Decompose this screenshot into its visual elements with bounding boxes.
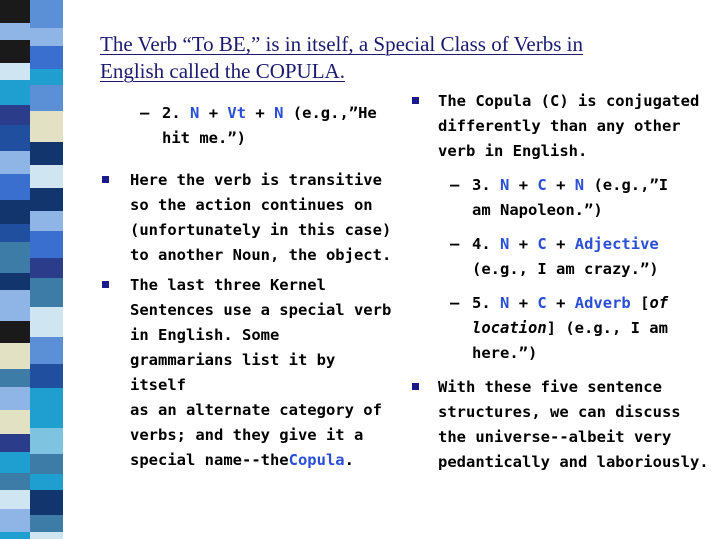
stripe-block — [0, 0, 30, 23]
bullet-line: pedantically and laboriously. — [438, 453, 709, 471]
bullet-line: special name--the — [130, 451, 289, 469]
stripe-block — [0, 532, 30, 539]
stripe-block — [30, 454, 63, 474]
stripe-block — [30, 69, 63, 85]
bullet-line: (unfortunately in this case) — [130, 221, 392, 239]
stripe-block — [0, 151, 30, 174]
plus-sign: + — [518, 235, 529, 253]
punctuation: . — [344, 451, 354, 469]
stripe-block — [0, 242, 30, 273]
bullet-kernel — [100, 273, 400, 473]
stripe-block — [30, 258, 63, 278]
item-number: 2. — [162, 104, 181, 122]
bullet-line: Here the verb is transitive — [130, 171, 382, 189]
bullet-transitive — [100, 168, 400, 268]
bullet-line: differently than any other — [438, 117, 681, 135]
symbol-n: N — [574, 176, 585, 194]
symbol-n: N — [500, 294, 510, 312]
plus-sign: + — [556, 294, 566, 312]
stripe-block — [0, 434, 30, 452]
item-number: 4. — [472, 235, 491, 253]
stripe-block — [30, 85, 63, 111]
dash-marker: – — [450, 235, 460, 253]
sub-item-4 — [410, 232, 715, 282]
symbol-n: N — [190, 104, 200, 122]
stripe-block — [0, 473, 30, 490]
slide-title — [100, 31, 700, 85]
symbol-vt: Vt — [227, 104, 247, 122]
plus-sign: + — [518, 294, 529, 312]
dash-marker: – — [450, 176, 460, 194]
stripe-block — [0, 23, 30, 40]
bullet-line: as an alternate category of — [130, 401, 382, 419]
stripe-block — [0, 273, 30, 290]
decorative-stripe — [0, 0, 63, 539]
symbol-c: C — [537, 235, 547, 253]
stripe-block — [30, 278, 63, 307]
symbol-adverb: Adverb — [574, 294, 631, 312]
stripe-block — [0, 40, 30, 63]
example-text: (e.g., I am crazy.”) — [472, 260, 659, 278]
bullet-line: The Copula (C) is conjugated — [438, 92, 700, 110]
stripe-block — [0, 321, 30, 343]
stripe-block — [30, 515, 63, 532]
stripe-block — [30, 28, 63, 46]
plus-sign: + — [255, 104, 265, 122]
bracket: [ — [640, 294, 650, 312]
symbol-n: N — [274, 104, 284, 122]
stripe-block — [0, 410, 30, 434]
stripe-block — [0, 125, 30, 151]
copula-term: Copula — [288, 451, 345, 469]
stripe-block — [30, 46, 63, 69]
stripe-block — [0, 80, 30, 105]
stripe-block — [30, 428, 63, 454]
stripe-block — [30, 0, 63, 28]
bullet-icon — [412, 383, 419, 390]
stripe-block — [0, 63, 30, 80]
plus-sign: + — [518, 176, 529, 194]
sub-item-3 — [410, 173, 715, 223]
example-text: here.”) — [472, 344, 538, 362]
bullet-line: the universe--albeit very — [438, 428, 672, 446]
symbol-n: N — [500, 235, 510, 253]
stripe-block — [30, 188, 63, 211]
bullet-line: verbs; and they give it a — [130, 426, 364, 444]
stripe-block — [0, 509, 30, 532]
stripe-block — [30, 337, 63, 364]
bullet-icon — [102, 281, 109, 288]
item-number: 5. — [472, 294, 491, 312]
symbol-c: C — [537, 294, 547, 312]
location-word: location — [472, 319, 547, 337]
stripe-block — [0, 369, 30, 387]
stripe-block — [0, 343, 30, 369]
bullet-line: The last three Kernel — [130, 276, 326, 294]
bullet-line: structures, we can discuss — [438, 403, 681, 421]
stripe-block — [0, 224, 30, 242]
stripe-block — [30, 490, 63, 515]
title-line-2: English called the COPULA. — [100, 59, 345, 83]
stripe-block — [30, 409, 63, 428]
example-text: am Napoleon.”) — [472, 201, 603, 219]
sub-item-2 — [100, 101, 400, 151]
stripe-block — [0, 452, 30, 473]
symbol-adjective: Adjective — [574, 235, 659, 253]
plus-sign: + — [556, 176, 566, 194]
bullet-line: so the action continues on — [130, 196, 373, 214]
bullet-line: grammarians list it by itself — [130, 351, 336, 394]
dash-marker: – — [450, 294, 460, 312]
bullet-five-structures — [410, 375, 715, 475]
stripe-block — [30, 231, 63, 258]
plus-sign: + — [556, 235, 566, 253]
example-text: (e.g.,”He — [292, 104, 377, 122]
bullet-line: With these five sentence — [438, 378, 662, 396]
bullet-copula-conjugated — [410, 89, 715, 164]
right-column — [410, 89, 715, 475]
stripe-block — [30, 142, 63, 165]
title-line-1: The Verb “To BE,” is in itself, a Special Class of Verbs in — [100, 32, 583, 56]
bullet-line: verb in English. — [438, 142, 588, 160]
example-text: ] (e.g., I am — [546, 319, 668, 337]
symbol-c: C — [537, 176, 547, 194]
bullet-line: to another Noun, the object. — [130, 246, 392, 264]
stripe-block — [0, 200, 30, 224]
stripe-block — [30, 211, 63, 231]
stripe-block — [30, 165, 63, 188]
plus-sign: + — [208, 104, 219, 122]
stripe-block — [0, 174, 30, 200]
item-number: 3. — [472, 176, 491, 194]
stripe-block — [30, 388, 63, 409]
stripe-block — [0, 290, 30, 321]
stripe-block — [30, 532, 63, 539]
example-text: hit me.”) — [162, 129, 246, 147]
stripe-block — [30, 307, 63, 337]
stripe-block — [30, 474, 63, 490]
dash-marker: – — [140, 104, 150, 122]
of-word: of — [649, 294, 669, 312]
example-text: (e.g.,”I — [593, 176, 669, 194]
stripe-block — [30, 111, 63, 142]
sub-item-5 — [410, 291, 715, 366]
bullet-icon — [102, 176, 109, 183]
bullet-line: Sentences use a special verb — [130, 301, 392, 319]
stripe-block — [0, 387, 30, 410]
left-column — [100, 101, 400, 473]
stripe-block — [30, 364, 63, 388]
symbol-n: N — [500, 176, 510, 194]
stripe-block — [0, 490, 30, 509]
bullet-line: in English. Some — [130, 326, 280, 344]
stripe-block — [0, 105, 30, 125]
bullet-icon — [412, 97, 419, 104]
